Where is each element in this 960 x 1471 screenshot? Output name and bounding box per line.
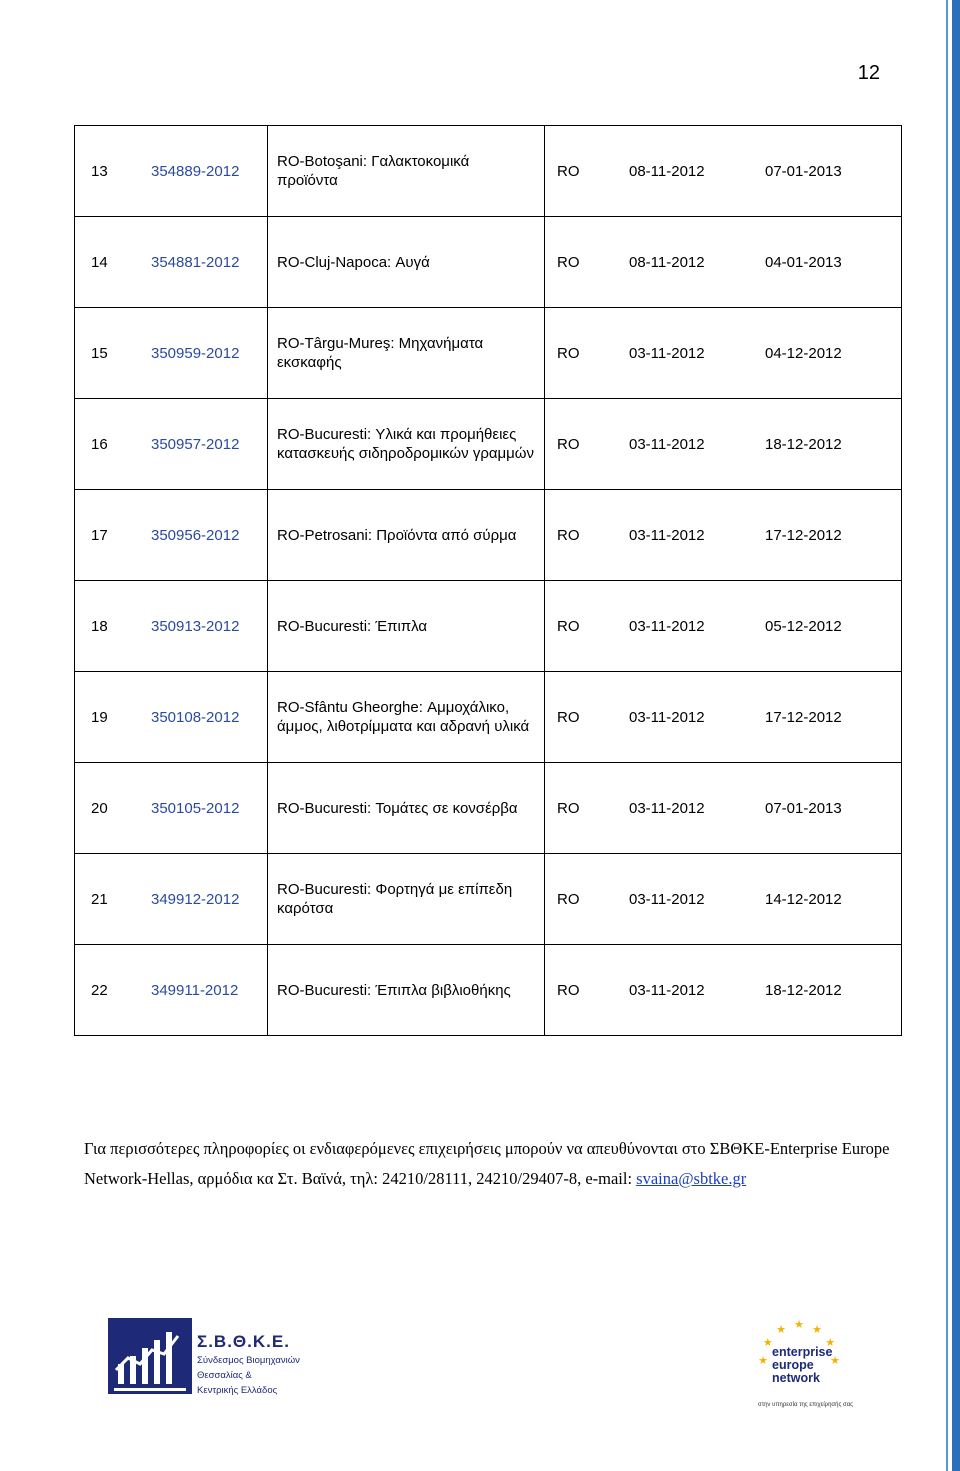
row-number: 22	[75, 945, 152, 1036]
row-number: 19	[75, 672, 152, 763]
page-right-border	[952, 0, 960, 1471]
sbtke-subtitle-2: Θεσσαλίας &	[197, 1370, 252, 1381]
table-row	[75, 581, 902, 672]
country-code: RO	[545, 126, 628, 217]
publication-date: 03-11-2012	[627, 672, 765, 763]
tender-description: RO-Bucuresti: Υλικά και προμήθειες κατασκευής σιδηροδρομικών γραμμών	[268, 399, 545, 490]
table-row	[75, 945, 902, 1036]
row-number: 17	[75, 490, 152, 581]
row-number: 18	[75, 581, 152, 672]
reference-number: 354889-2012	[151, 126, 268, 217]
contact-email-link[interactable]: svaina@sbtke.gr	[636, 1169, 747, 1188]
een-star: ★	[825, 1337, 836, 1349]
table-row	[75, 854, 902, 945]
row-number: 20	[75, 763, 152, 854]
een-text-block	[772, 1346, 832, 1385]
reference-number: 350105-2012	[151, 763, 268, 854]
contact-text: Για περισσότερες πληροφορίες οι ενδιαφερόμενες επιχειρήσεις μπορούν να απευθύνονται στο ΣΒΘΚΕ-Enterprise Europe Network-Hellas, αρμόδια κα Στ. Βαϊνά, τηλ: 24210/28111, 24210/29407-8, e-mail:	[84, 1139, 890, 1188]
een-line-3: network	[772, 1371, 820, 1385]
sbtke-text-block	[197, 1332, 300, 1397]
tender-description: RO-Bucuresti: Έπιπλα	[268, 581, 545, 672]
table-row	[75, 217, 902, 308]
tender-description: RO-Bucuresti: Φορτηγά με επίπεδη καρότσα	[268, 854, 545, 945]
deadline-date: 17-12-2012	[765, 672, 902, 763]
reference-number: 349912-2012	[151, 854, 268, 945]
publication-date: 03-11-2012	[627, 399, 765, 490]
tender-description: RO-Cluj-Napoca: Αυγά	[268, 217, 545, 308]
een-star: ★	[830, 1355, 840, 1367]
sbtke-subtitle-3: Κεντρικής Ελλάδος	[197, 1385, 278, 1396]
tender-description: RO-Târgu-Mureş: Μηχανήματα εκσκαφής	[268, 308, 545, 399]
sbtke-subtitle-1: Σύνδεσμος Βιομηχανιών	[197, 1355, 300, 1366]
een-star: ★	[758, 1355, 768, 1367]
country-code: RO	[545, 308, 628, 399]
country-code: RO	[545, 854, 628, 945]
deadline-date: 18-12-2012	[765, 399, 902, 490]
tender-description: RO-Petrosani: Προϊόντα από σύρμα	[268, 490, 545, 581]
table-row	[75, 490, 902, 581]
tender-description: RO-Botoşani: Γαλακτοκομικά προϊόντα	[268, 126, 545, 217]
publication-date: 03-11-2012	[627, 308, 765, 399]
een-line-2: europe	[772, 1358, 814, 1372]
tenders-table-body	[75, 126, 902, 1036]
publication-date: 03-11-2012	[627, 763, 765, 854]
deadline-date: 05-12-2012	[765, 581, 902, 672]
country-code: RO	[545, 399, 628, 490]
table-row	[75, 308, 902, 399]
deadline-date: 04-12-2012	[765, 308, 902, 399]
country-code: RO	[545, 763, 628, 854]
reference-number: 354881-2012	[151, 217, 268, 308]
een-tagline: στην υπηρεσία της επιχείρησής σας	[758, 1402, 854, 1408]
een-star: ★	[776, 1323, 786, 1336]
een-star: ★	[812, 1323, 822, 1336]
country-code: RO	[545, 581, 628, 672]
page-number: 12	[857, 62, 880, 84]
tender-description: RO-Bucuresti: Τομάτες σε κονσέρβα	[268, 763, 545, 854]
reference-number: 350913-2012	[151, 581, 268, 672]
publication-date: 03-11-2012	[627, 581, 765, 672]
table-row	[75, 126, 902, 217]
contact-paragraph	[84, 1134, 904, 1194]
deadline-date: 07-01-2013	[765, 763, 902, 854]
deadline-date: 07-01-2013	[765, 126, 902, 217]
row-number: 16	[75, 399, 152, 490]
publication-date: 03-11-2012	[627, 854, 765, 945]
table-row	[75, 399, 902, 490]
publication-date: 03-11-2012	[627, 945, 765, 1036]
country-code: RO	[545, 945, 628, 1036]
reference-number: 350959-2012	[151, 308, 268, 399]
reference-number: 350108-2012	[151, 672, 268, 763]
sbtke-title: Σ.Β.Θ.Κ.Ε.	[197, 1332, 290, 1351]
publication-date: 03-11-2012	[627, 490, 765, 581]
deadline-date: 17-12-2012	[765, 490, 902, 581]
tender-description: RO-Sfântu Gheorghe: Αμμοχάλικο, άμμος, λιθοτρίμματα και αδρανή υλικά	[268, 672, 545, 763]
publication-date: 08-11-2012	[627, 217, 765, 308]
table-row	[75, 672, 902, 763]
publication-date: 08-11-2012	[627, 126, 765, 217]
row-number: 15	[75, 308, 152, 399]
country-code: RO	[545, 490, 628, 581]
deadline-date: 14-12-2012	[765, 854, 902, 945]
deadline-date: 18-12-2012	[765, 945, 902, 1036]
row-number: 13	[75, 126, 152, 217]
reference-number: 349911-2012	[151, 945, 268, 1036]
table-row	[75, 763, 902, 854]
tenders-table	[74, 125, 902, 1036]
country-code: RO	[545, 217, 628, 308]
deadline-date: 04-01-2013	[765, 217, 902, 308]
sbtke-factory-icon	[108, 1318, 192, 1394]
tender-description: RO-Bucuresti: Έπιπλα βιβλιοθήκης	[268, 945, 545, 1036]
sbtke-logo	[108, 1318, 318, 1398]
een-star: ★	[794, 1319, 804, 1331]
een-star: ★	[762, 1337, 773, 1349]
een-logo	[752, 1318, 854, 1413]
country-code: RO	[545, 672, 628, 763]
een-line-1: enterprise	[772, 1345, 833, 1359]
reference-number: 350957-2012	[151, 399, 268, 490]
reference-number: 350956-2012	[151, 490, 268, 581]
row-number: 21	[75, 854, 152, 945]
row-number: 14	[75, 217, 152, 308]
